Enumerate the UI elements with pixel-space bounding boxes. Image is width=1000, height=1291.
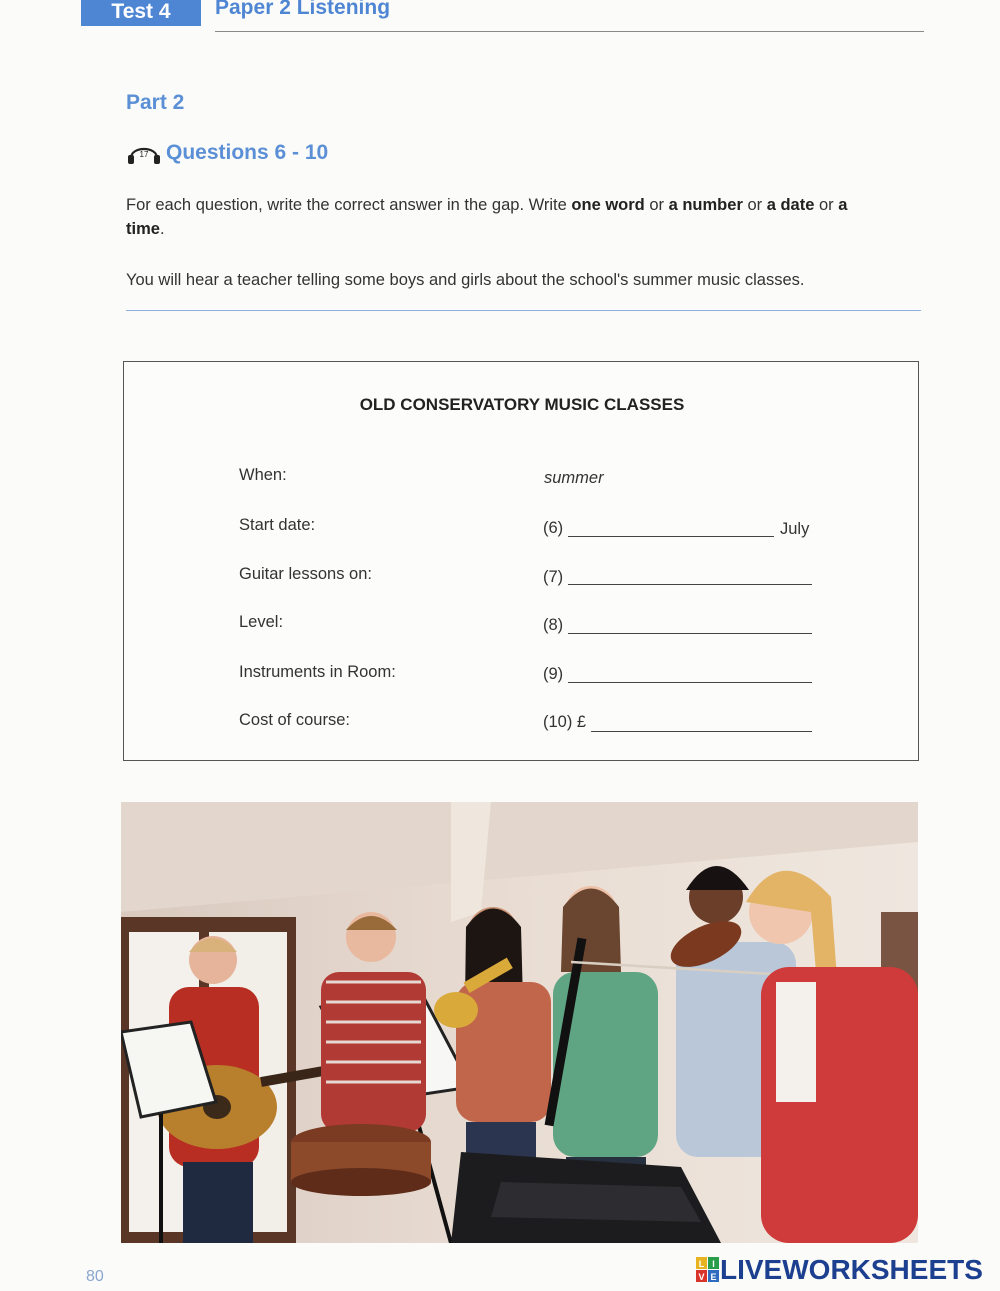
row-label-level: Level: — [239, 613, 284, 631]
svg-text:E: E — [710, 1272, 717, 1282]
svg-text:I: I — [712, 1259, 715, 1269]
part-title: Part 2 — [126, 91, 185, 114]
row-label-cost: Cost of course: — [239, 711, 350, 729]
context-divider — [126, 310, 921, 311]
track-number: 17 — [139, 150, 149, 159]
answer-blank-8[interactable] — [568, 633, 812, 634]
test-tab: Test 4 — [81, 0, 201, 26]
svg-text:L: L — [698, 1259, 705, 1269]
notes-form — [123, 361, 919, 761]
question-number-9: (9) — [543, 665, 564, 683]
question-number-8: (8) — [543, 616, 564, 634]
question-number-6: (6) — [543, 519, 564, 537]
page-number: 80 — [86, 1268, 104, 1285]
music-class-photo — [121, 802, 918, 1243]
row-label-guitar-lessons: Guitar lessons on: — [239, 565, 372, 583]
questions-heading — [126, 140, 328, 166]
students-playing-instruments-image — [121, 802, 918, 1243]
instructions: For each question, write the correct answer in the gap. Write one word or a number or a date or a time. — [126, 196, 848, 238]
answer-blank-6[interactable] — [568, 536, 774, 537]
liveworksheets-logo — [696, 1255, 983, 1285]
headphones-icon — [126, 140, 162, 166]
liveworksheets-logo-text: LIVEWORKSHEETS — [720, 1254, 983, 1285]
answer-blank-7[interactable] — [568, 584, 812, 585]
questions-title: Questions 6 - 10 — [166, 141, 329, 164]
answer-blank-9[interactable] — [568, 682, 812, 683]
question-number-10: (10) £ — [543, 713, 587, 731]
row-suffix-july: July — [780, 520, 810, 538]
row-label-instruments: Instruments in Room: — [239, 663, 396, 681]
row-value-when: summer — [544, 469, 604, 487]
answer-blank-10[interactable] — [591, 731, 812, 732]
header-divider — [215, 31, 924, 32]
context-text: You will hear a teacher telling some boys and girls about the school's summer music classes. — [126, 271, 805, 289]
svg-text:V: V — [698, 1272, 705, 1282]
liveworksheets-logo-icon — [696, 1257, 720, 1283]
row-label-start-date: Start date: — [239, 516, 316, 534]
row-label-when: When: — [239, 466, 287, 484]
form-title: OLD CONSERVATORY MUSIC CLASSES — [359, 395, 685, 414]
question-number-7: (7) — [543, 568, 564, 586]
paper-title: Paper 2 Listening — [215, 0, 391, 19]
